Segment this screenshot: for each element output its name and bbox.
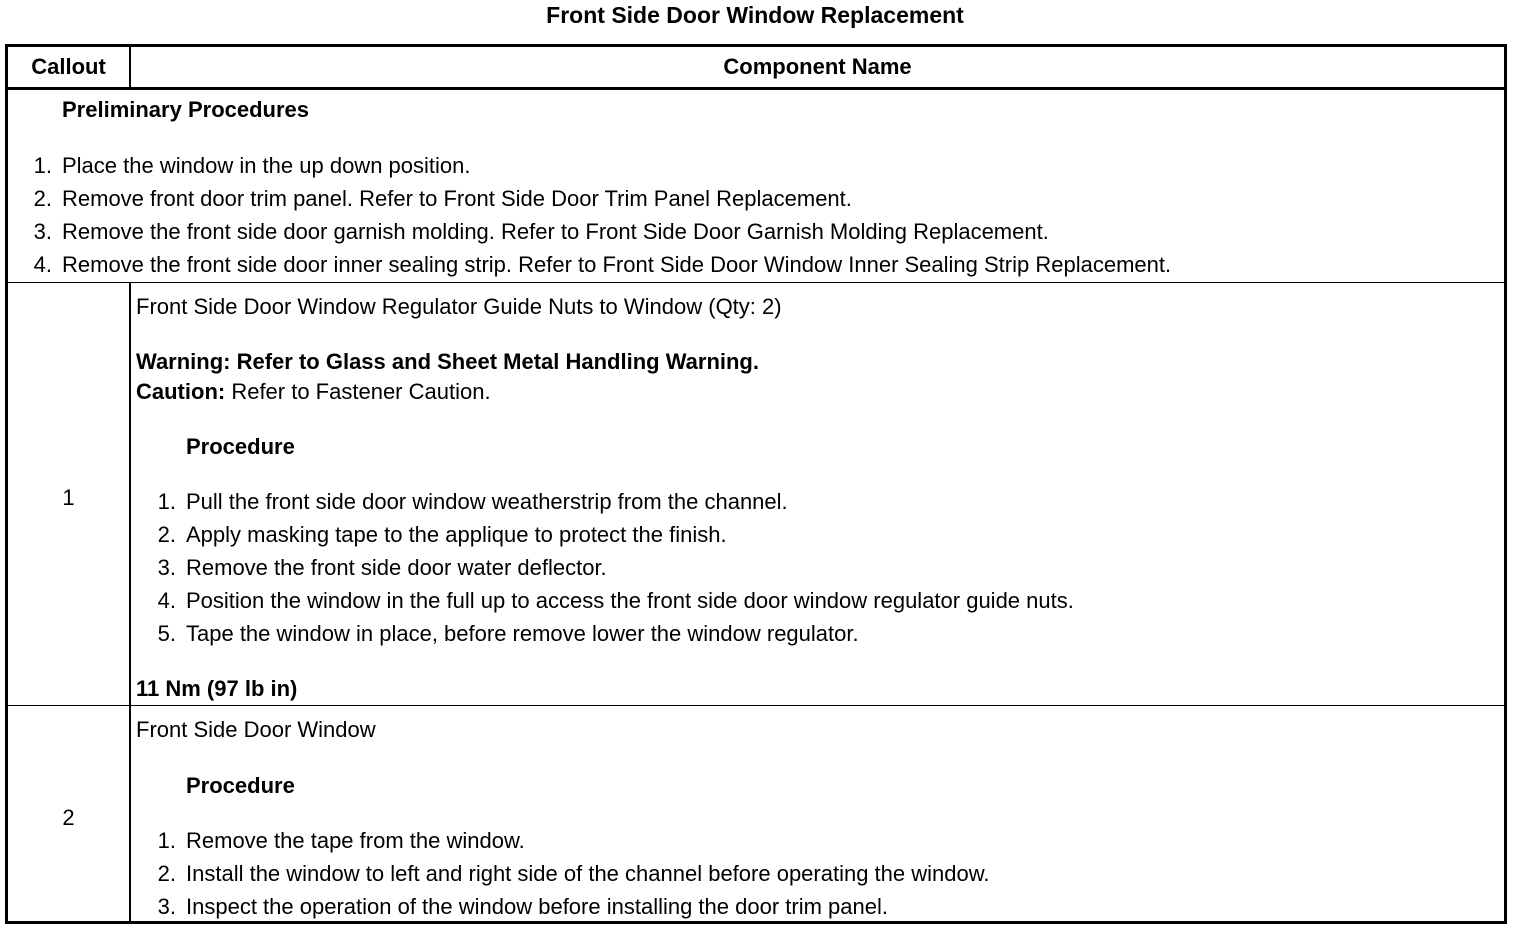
caution-line xyxy=(136,379,491,405)
callout-number: 2 xyxy=(62,805,75,830)
preliminary-step-number: 4. xyxy=(33,252,52,277)
header-component-name: Component Name xyxy=(723,54,912,79)
preliminary-step: Place the window in the up down position. xyxy=(62,153,471,178)
preliminary-heading: Preliminary Procedures xyxy=(62,97,310,122)
procedure-step-number: 2. xyxy=(157,861,176,886)
procedure-step: Install the window to left and right side of the channel before operating the window. xyxy=(186,861,990,886)
column-divider xyxy=(129,283,131,924)
component-table xyxy=(5,44,1507,924)
procedure-step-number: 4. xyxy=(157,588,176,613)
row-divider xyxy=(8,282,1504,283)
procedure-step: Apply masking tape to the applique to protect the finish. xyxy=(186,522,727,547)
preliminary-step: Remove the front side door inner sealing strip. Refer to Front Side Door Window Inner Sealing Strip Replacement. xyxy=(62,252,1172,277)
procedure-step-number: 1. xyxy=(157,489,176,514)
procedure-heading: Procedure xyxy=(186,773,295,798)
preliminary-step-number: 2. xyxy=(33,186,52,211)
procedure-step: Pull the front side door window weatherstrip from the channel. xyxy=(186,489,788,514)
torque-spec: 11 Nm (97 lb in) xyxy=(136,676,298,701)
procedure-step-number: 2. xyxy=(157,522,176,547)
procedure-heading: Procedure xyxy=(186,434,295,459)
procedure-step-number: 3. xyxy=(157,894,176,919)
header-divider xyxy=(8,87,1504,90)
header-callout: Callout xyxy=(31,54,106,79)
procedure-step: Tape the window in place, before remove lower the window regulator. xyxy=(186,621,859,646)
preliminary-step-number: 1. xyxy=(33,153,52,178)
component-name: Front Side Door Window xyxy=(136,717,376,742)
procedure-step-number: 3. xyxy=(157,555,176,580)
procedure-step: Remove the tape from the window. xyxy=(186,828,525,853)
caution-label: Caution: xyxy=(136,379,226,404)
preliminary-step-number: 3. xyxy=(33,219,52,244)
caution-text: Refer to Fastener Caution. xyxy=(225,379,491,404)
procedure-step: Position the window in the full up to access the front side door window regulator guide nuts. xyxy=(186,588,1074,613)
component-name: Front Side Door Window Regulator Guide Nuts to Window (Qty: 2) xyxy=(136,294,782,319)
procedure-step-number: 5. xyxy=(157,621,176,646)
procedure-step: Remove the front side door water deflector. xyxy=(186,555,607,580)
preliminary-step: Remove the front side door garnish molding. Refer to Front Side Door Garnish Molding Replacement. xyxy=(62,219,1049,244)
row-divider xyxy=(8,705,1504,706)
callout-number: 1 xyxy=(62,485,75,510)
procedure-step: Inspect the operation of the window before installing the door trim panel. xyxy=(186,894,888,919)
preliminary-step: Remove front door trim panel. Refer to Front Side Door Trim Panel Replacement. xyxy=(62,186,852,211)
warning-text: Warning: Refer to Glass and Sheet Metal Handling Warning. xyxy=(136,349,759,374)
page-title: Front Side Door Window Replacement xyxy=(546,2,964,28)
procedure-step-number: 1. xyxy=(157,828,176,853)
